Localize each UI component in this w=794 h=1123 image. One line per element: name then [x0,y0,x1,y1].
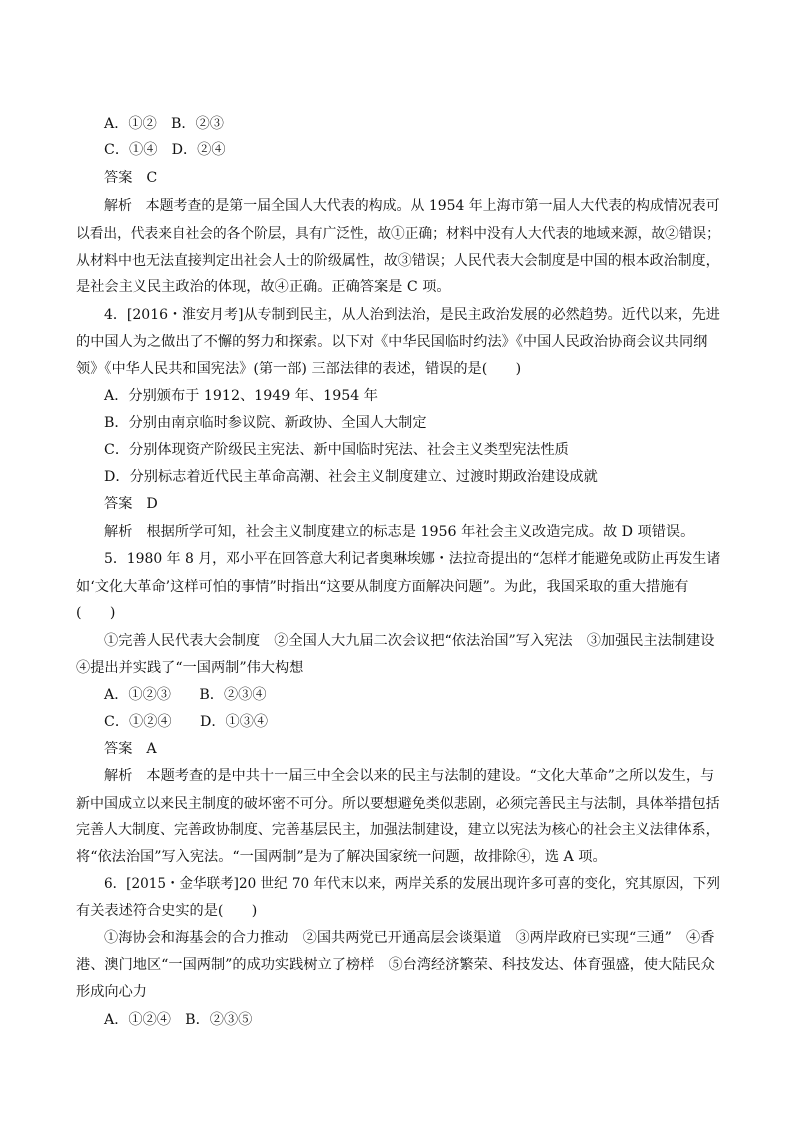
q4-stem-line-1: 4．[2016・淮安月考]从专制到民主，从人治到法治，是民主政治发展的必然趋势。近代以来，先进 [104,307,720,323]
q4-answer [104,494,158,514]
q4-option-d: D．分别标志着近代民主革命高潮、社会主义制度建立、过渡时期政治建设成就 [104,469,598,485]
q4-analysis [104,522,694,542]
analysis-label: 解析 [104,768,133,784]
q5-analysis-line-1 [104,766,714,786]
answer-label: 答案 [104,741,133,757]
q5-stem-line-3: ( ) [76,605,116,621]
q6-items-line-3: 形成向心力 [76,984,147,1000]
q5-answer [104,739,157,759]
q6-items-line-2: 港、澳门地区“一国两制”的成功实践树立了榜样 ⑤台湾经济繁荣、科技发达、体育强盛，使大陆民众 [76,957,715,973]
q4-option-c: C．分别体现资产阶级民主宪法、新中国临时宪法、社会主义类型宪法性质 [104,442,569,458]
q6-stem-line-1: 6．[2015・金华联考]20 世纪 70 年代末以来，两岸关系的发展出现许多可喜的变化，究其原因，下列 [104,876,720,892]
analysis-text: 根据所学可知，社会主义制度建立的标志是 1956 年社会主义改造完成。故 D 项错误。 [146,524,695,540]
q4-option-a: A．分别颁布于 1912、1949 年、1954 年 [104,388,378,404]
q5-stem-line-2: 如‘文化大革命’这样可怕的事情”时指出“这要从制度方面解决问题”。为此，我国采取的重大措施有 [76,579,689,595]
q4-stem-line-3: 领》《中华人民共和国宪法》(第一部) 三部法律的表述，错误的是( ) [76,361,522,377]
answer-value: C [146,170,158,186]
q6-items-line-1: ①海协会和海基会的合力推动 ②国共两党已开通高层会谈渠道 ③两岸政府已实现“三通” ④香 [104,930,715,946]
analysis-label: 解析 [104,198,132,214]
q5-analysis-line-2: 新中国成立以来民主制度的破坏密不可分。所以要想避免类似悲剧，必须完善民主与法制，具体举措包括 [76,796,720,812]
analysis-text: 本题考查的是第一届全国人大代表的构成。从 1954 年上海市第一届人大代表的构成情况表可 [145,198,720,214]
q4-stem-line-2: 的中国人为之做出了不懈的努力和探索。以下对《中华民国临时约法》《中国人民政治协商会议共同纲 [76,334,708,350]
answer-label: 答案 [104,496,133,512]
q3-options-ab: A．①② B．②③ [104,116,224,132]
analysis-label: 解析 [104,524,133,540]
q3-analysis-line-4: 是社会主义民主政治的体现，故④正确。正确答案是 C 项。 [76,279,451,295]
q5-options-cd: C．①②④ D．①③④ [104,714,269,730]
q4-option-b: B．分别由南京临时参议院、新政协、全国人大制定 [104,415,427,431]
q5-items-line-2: ④提出并实践了“一国两制”伟大构想 [76,660,304,676]
analysis-text: 本题考查的是中共十一届三中全会以来的民主与法制的建设。“文化大革命”之所以发生，与 [146,768,715,784]
answer-value: A [146,741,157,757]
q5-analysis-line-4: 将“依法治国”写入宪法。“一国两制”是为了解决国家统一问题，故排除④，选 A 项。 [76,849,607,865]
q3-answer [104,168,157,188]
q5-stem-line-1: 5．1980 年 8 月，邓小平在回答意大利记者奥琳埃娜・法拉奇提出的“怎样才能避免或防止再发生诸 [104,551,721,567]
answer-label: 答案 [104,170,133,186]
q3-analysis-line-3: 从材料中也无法直接判定出社会人士的阶级属性，故③错误；人民代表大会制度是中国的根本政治制度， [76,253,720,269]
answer-value: D [146,496,158,512]
q3-options-cd: C．①④ D．②④ [104,142,226,158]
q5-items-line-1: ①完善人民代表大会制度 ②全国人大九届二次会议把“依法治国”写入宪法 ③加强民主法制建设 [104,633,715,649]
q6-stem-line-2: 有关表述符合史实的是( ) [76,903,258,919]
q6-options-ab: A．①②④ B．②③⑤ [104,1012,253,1028]
q3-analysis-line-1 [104,196,720,216]
q5-options-ab: A．①②③ B．②③④ [104,687,267,703]
q5-analysis-line-3: 完善人大制度、完善政协制度、完善基层民主，加强法制建设，建立以宪法为核心的社会主义法律体系， [76,822,720,838]
q3-analysis-line-2: 以看出，代表来自社会的各个阶层，具有广泛性，故①正确；材料中没有人大代表的地域来源，故②错误； [76,226,720,242]
